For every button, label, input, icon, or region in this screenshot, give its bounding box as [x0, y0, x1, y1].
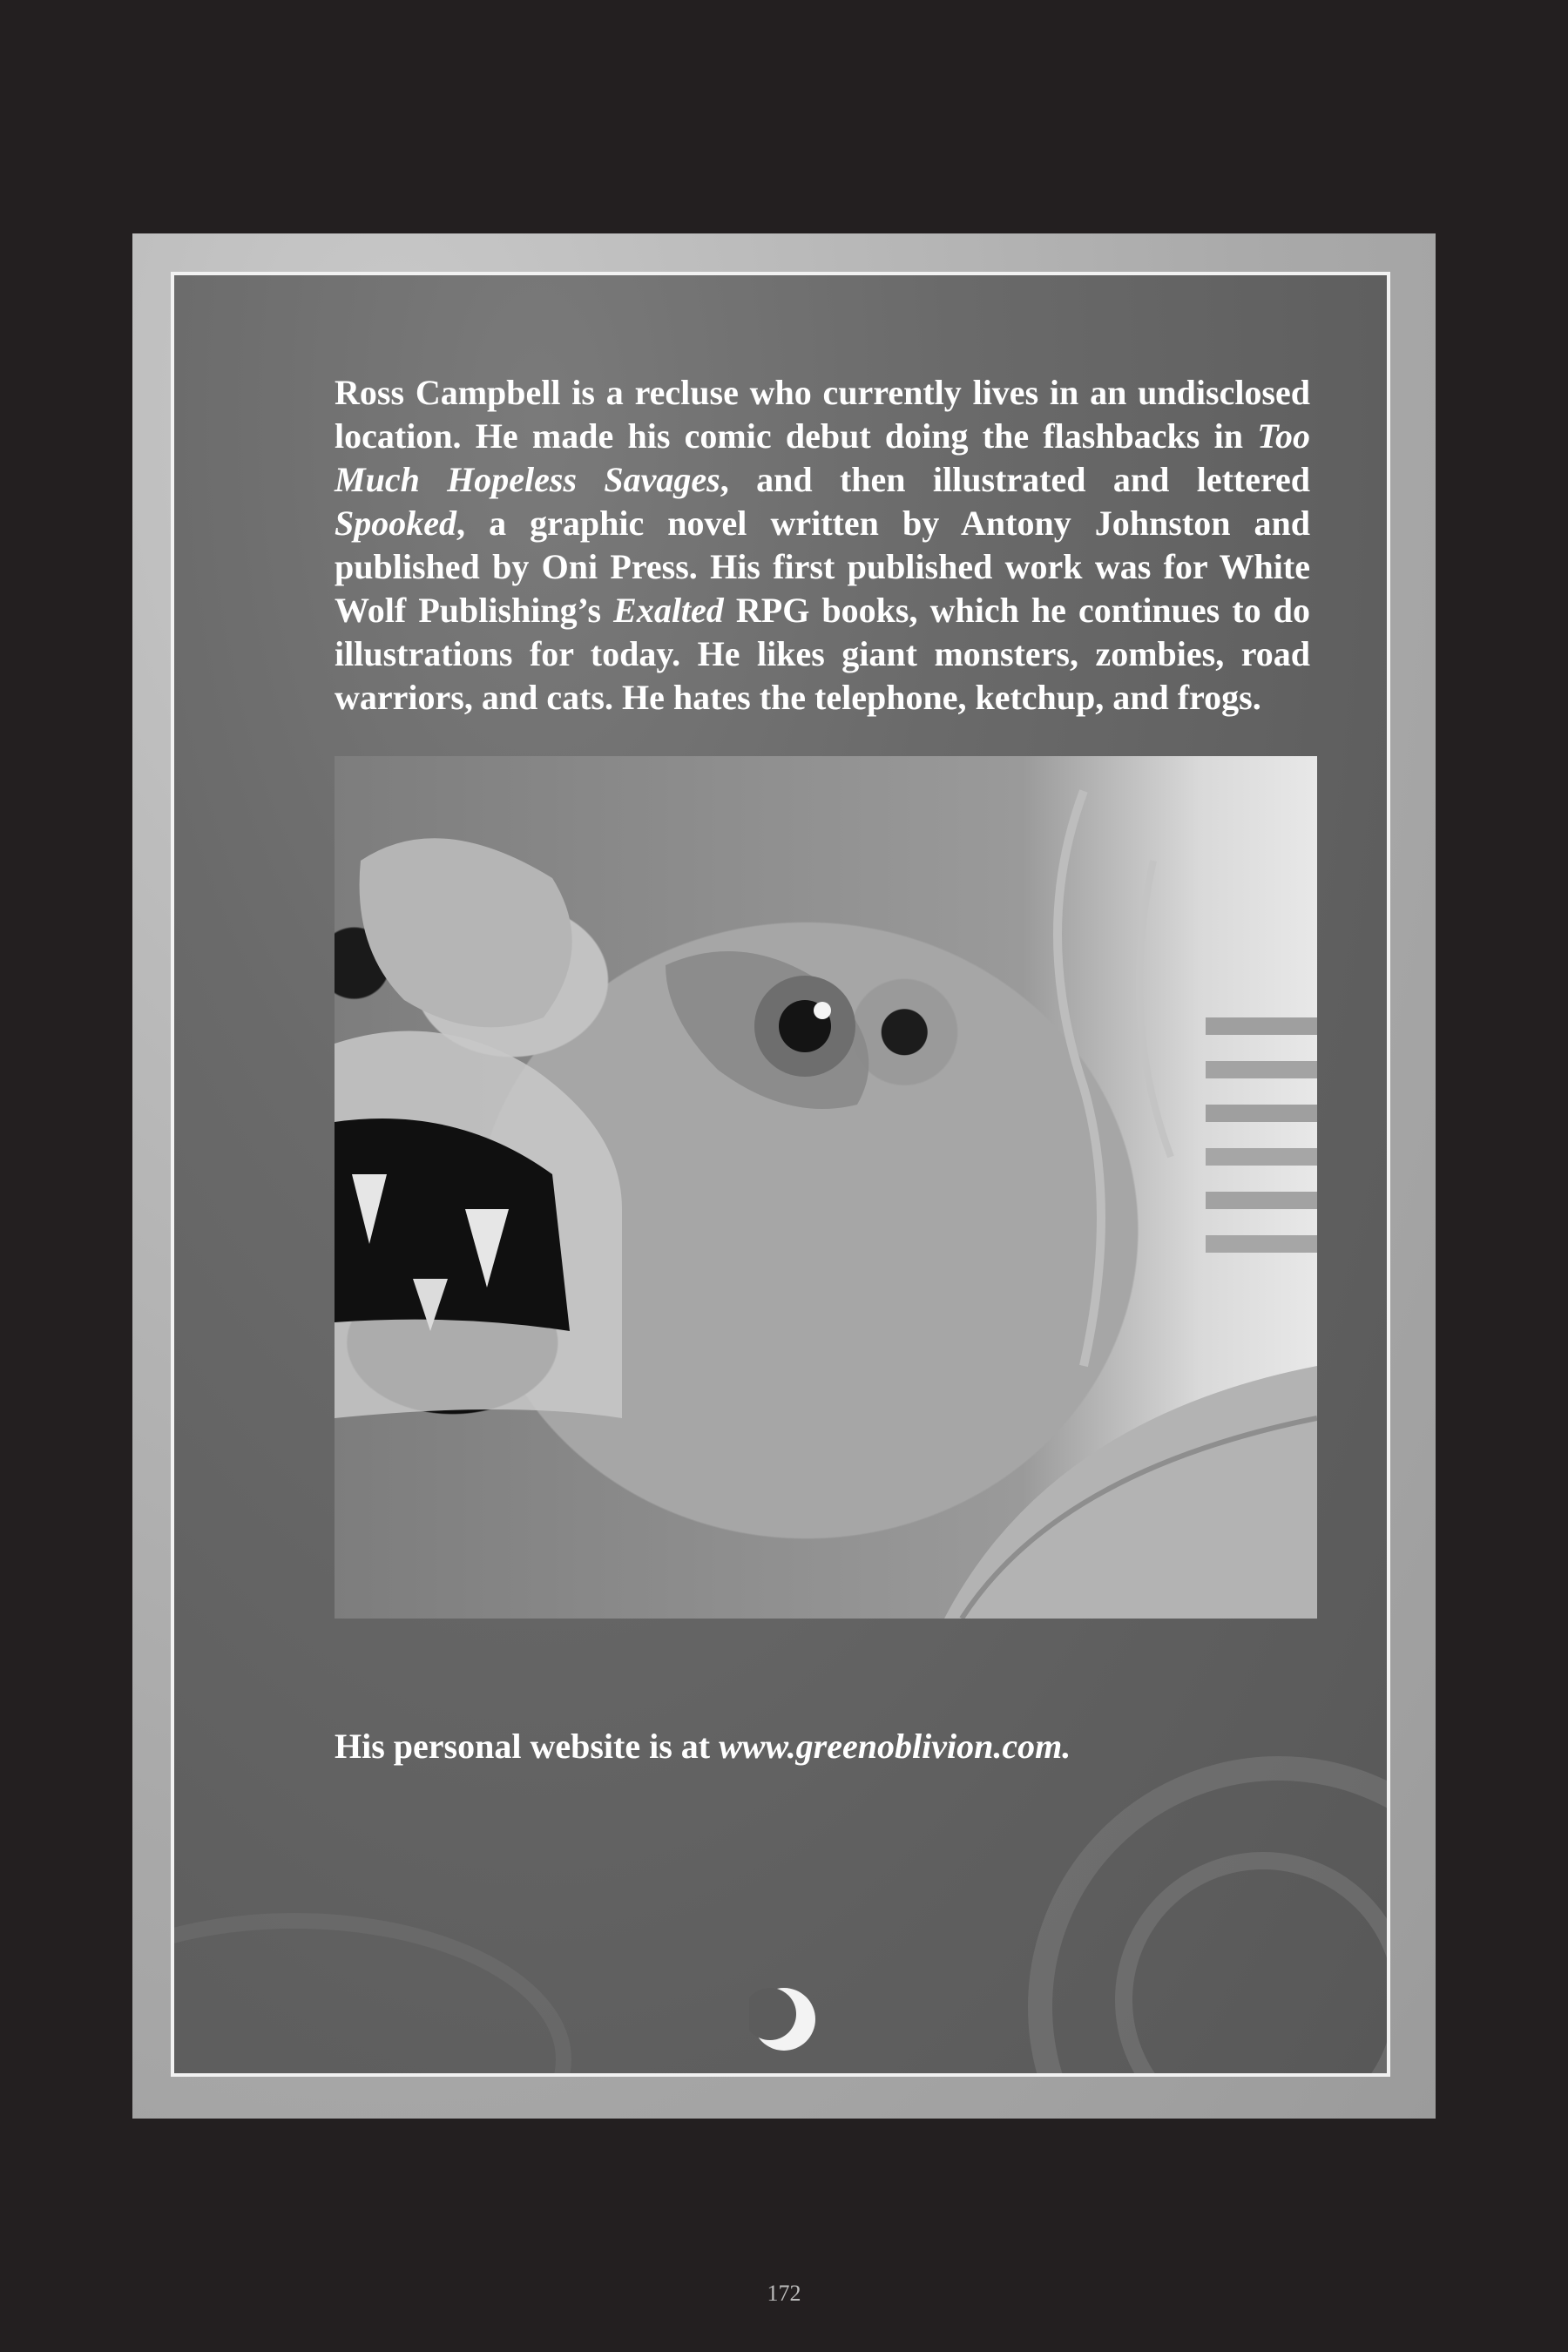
- bio-book-title: Exalted: [613, 591, 724, 630]
- page-number: 172: [767, 2281, 801, 2306]
- content-frame: [171, 272, 1390, 2077]
- website-url[interactable]: www.greenoblivion.com.: [719, 1727, 1071, 1766]
- background-swirl: [171, 1913, 571, 2077]
- bio-text: , and then illustrated and lettered: [720, 460, 1311, 499]
- bio-text: RPG books, which he continues to do illustrations for today. He likes giant monsters, zombies, road warriors, and cats. He hates the telephone, ketchup, and frogs.: [335, 591, 1310, 717]
- page-panel: [132, 233, 1436, 2119]
- creature-photo: [335, 756, 1317, 1619]
- website-prefix: His personal website is at: [335, 1727, 720, 1766]
- bio-book-title: Too Much Hopeless Savages: [335, 416, 1310, 499]
- website-line: [335, 1725, 1071, 1768]
- bio-text: , a graphic novel written by Antony Johnston and published by Oni Press. His first published work was for White Wolf Publishing’s: [335, 504, 1310, 630]
- bio-text: Ross Campbell is a recluse who currently lives in an undisclosed location. He made his comic debut doing the flashbacks in: [335, 373, 1310, 456]
- bio-book-title: Spooked: [335, 504, 456, 543]
- author-bio: [335, 371, 1310, 720]
- crescent-moon-icon: [749, 1984, 819, 2054]
- creature-face-illustration: [335, 756, 1317, 1619]
